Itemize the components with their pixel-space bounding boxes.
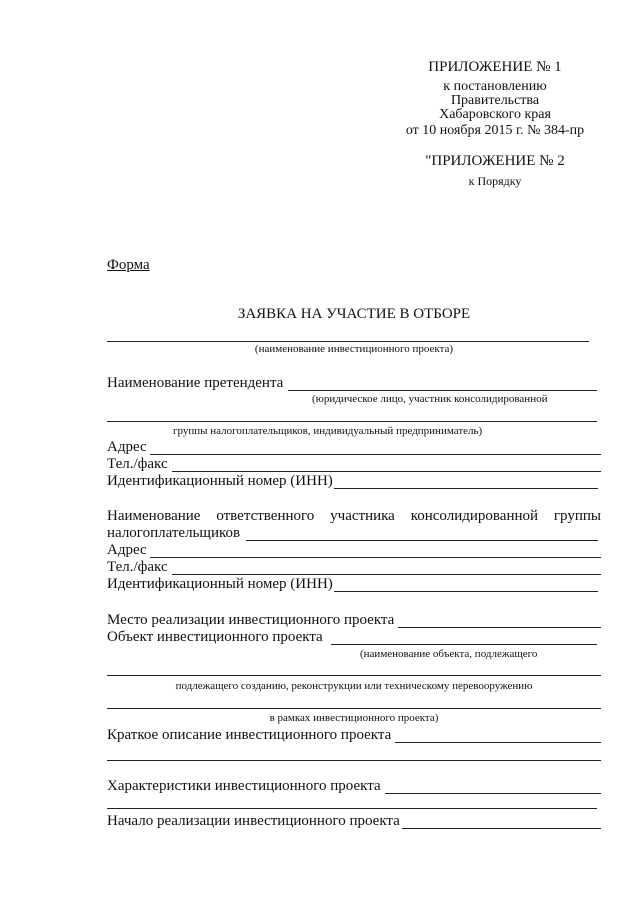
applicant-inn-line — [334, 488, 598, 489]
government-text: Правительства — [450, 93, 540, 108]
applicant-label: Наименование претендента — [107, 375, 284, 391]
project-characteristics-label: Характеристики инвестиционного проекта — [107, 778, 381, 794]
project-name-line — [107, 341, 589, 342]
responsible-inn-label: Идентификационный номер (ИНН) — [107, 576, 333, 592]
form-label: Форма — [107, 257, 150, 273]
responsible-phone-label: Тел./факс — [107, 559, 168, 575]
project-object-line-3 — [107, 708, 601, 709]
responsible-word-4: консолидированной — [410, 508, 539, 524]
responsible-label-line-2: налогоплательщиков — [107, 525, 241, 541]
project-description-label: Краткое описание инвестиционного проекта — [107, 727, 392, 743]
project-start-label: Начало реализации инвестиционного проекта — [107, 813, 400, 829]
responsible-name-line — [246, 540, 598, 541]
responsible-phone-line — [172, 574, 601, 575]
order-text: к Порядку — [468, 174, 522, 188]
appendix-1-heading: ПРИЛОЖЕНИЕ № 1 — [428, 59, 562, 75]
applicant-address-line — [150, 454, 601, 455]
project-description-line-2 — [107, 760, 601, 761]
applicant-address-label: Адрес — [107, 439, 147, 455]
responsible-word-5: группы — [553, 508, 601, 524]
responsible-inn-line — [334, 591, 598, 592]
responsible-word-2: ответственного — [216, 508, 315, 524]
date-number-text: от 10 ноября 2015 г. № 384-пр — [405, 123, 585, 138]
applicant-phone-line — [172, 471, 601, 472]
applicant-field-line-2 — [107, 421, 597, 422]
appendix-2-heading: "ПРИЛОЖЕНИЕ № 2 — [425, 153, 565, 169]
project-characteristics-line — [385, 793, 601, 794]
project-object-hint-2: подлежащего созданию, реконструкции или техническому перевооружению — [175, 680, 533, 692]
resolution-text: к постановлению — [443, 79, 547, 94]
applicant-hint-1: (юридическое лицо, участник консолидированной — [312, 393, 548, 405]
project-characteristics-line-2 — [107, 808, 597, 809]
project-object-line-2 — [107, 675, 601, 676]
project-location-label: Место реализации инвестиционного проекта — [107, 612, 395, 628]
project-object-hint-1: (наименование объекта, подлежащего — [360, 648, 538, 660]
responsible-label-line-1 — [107, 509, 601, 524]
project-description-line — [395, 742, 601, 743]
applicant-inn-label: Идентификационный номер (ИНН) — [107, 473, 333, 489]
region-text: Хабаровского края — [439, 107, 551, 122]
applicant-hint-2: группы налогоплательщиков, индивидуальный предприниматель) — [173, 425, 483, 437]
project-name-hint: (наименование инвестиционного проекта) — [254, 343, 454, 355]
applicant-phone-label: Тел./факс — [107, 456, 168, 472]
project-object-line — [331, 644, 597, 645]
page-title: ЗАЯВКА НА УЧАСТИЕ В ОТБОРЕ — [237, 306, 471, 322]
responsible-word-1: Наименование — [107, 508, 201, 524]
project-object-hint-3: в рамках инвестиционного проекта) — [269, 712, 439, 724]
project-object-label: Объект инвестиционного проекта — [107, 629, 323, 645]
project-location-line — [398, 627, 601, 628]
applicant-field-line — [288, 390, 597, 391]
responsible-word-3: участника — [330, 508, 395, 524]
responsible-address-label: Адрес — [107, 542, 147, 558]
project-start-line — [402, 828, 601, 829]
responsible-address-line — [150, 557, 601, 558]
